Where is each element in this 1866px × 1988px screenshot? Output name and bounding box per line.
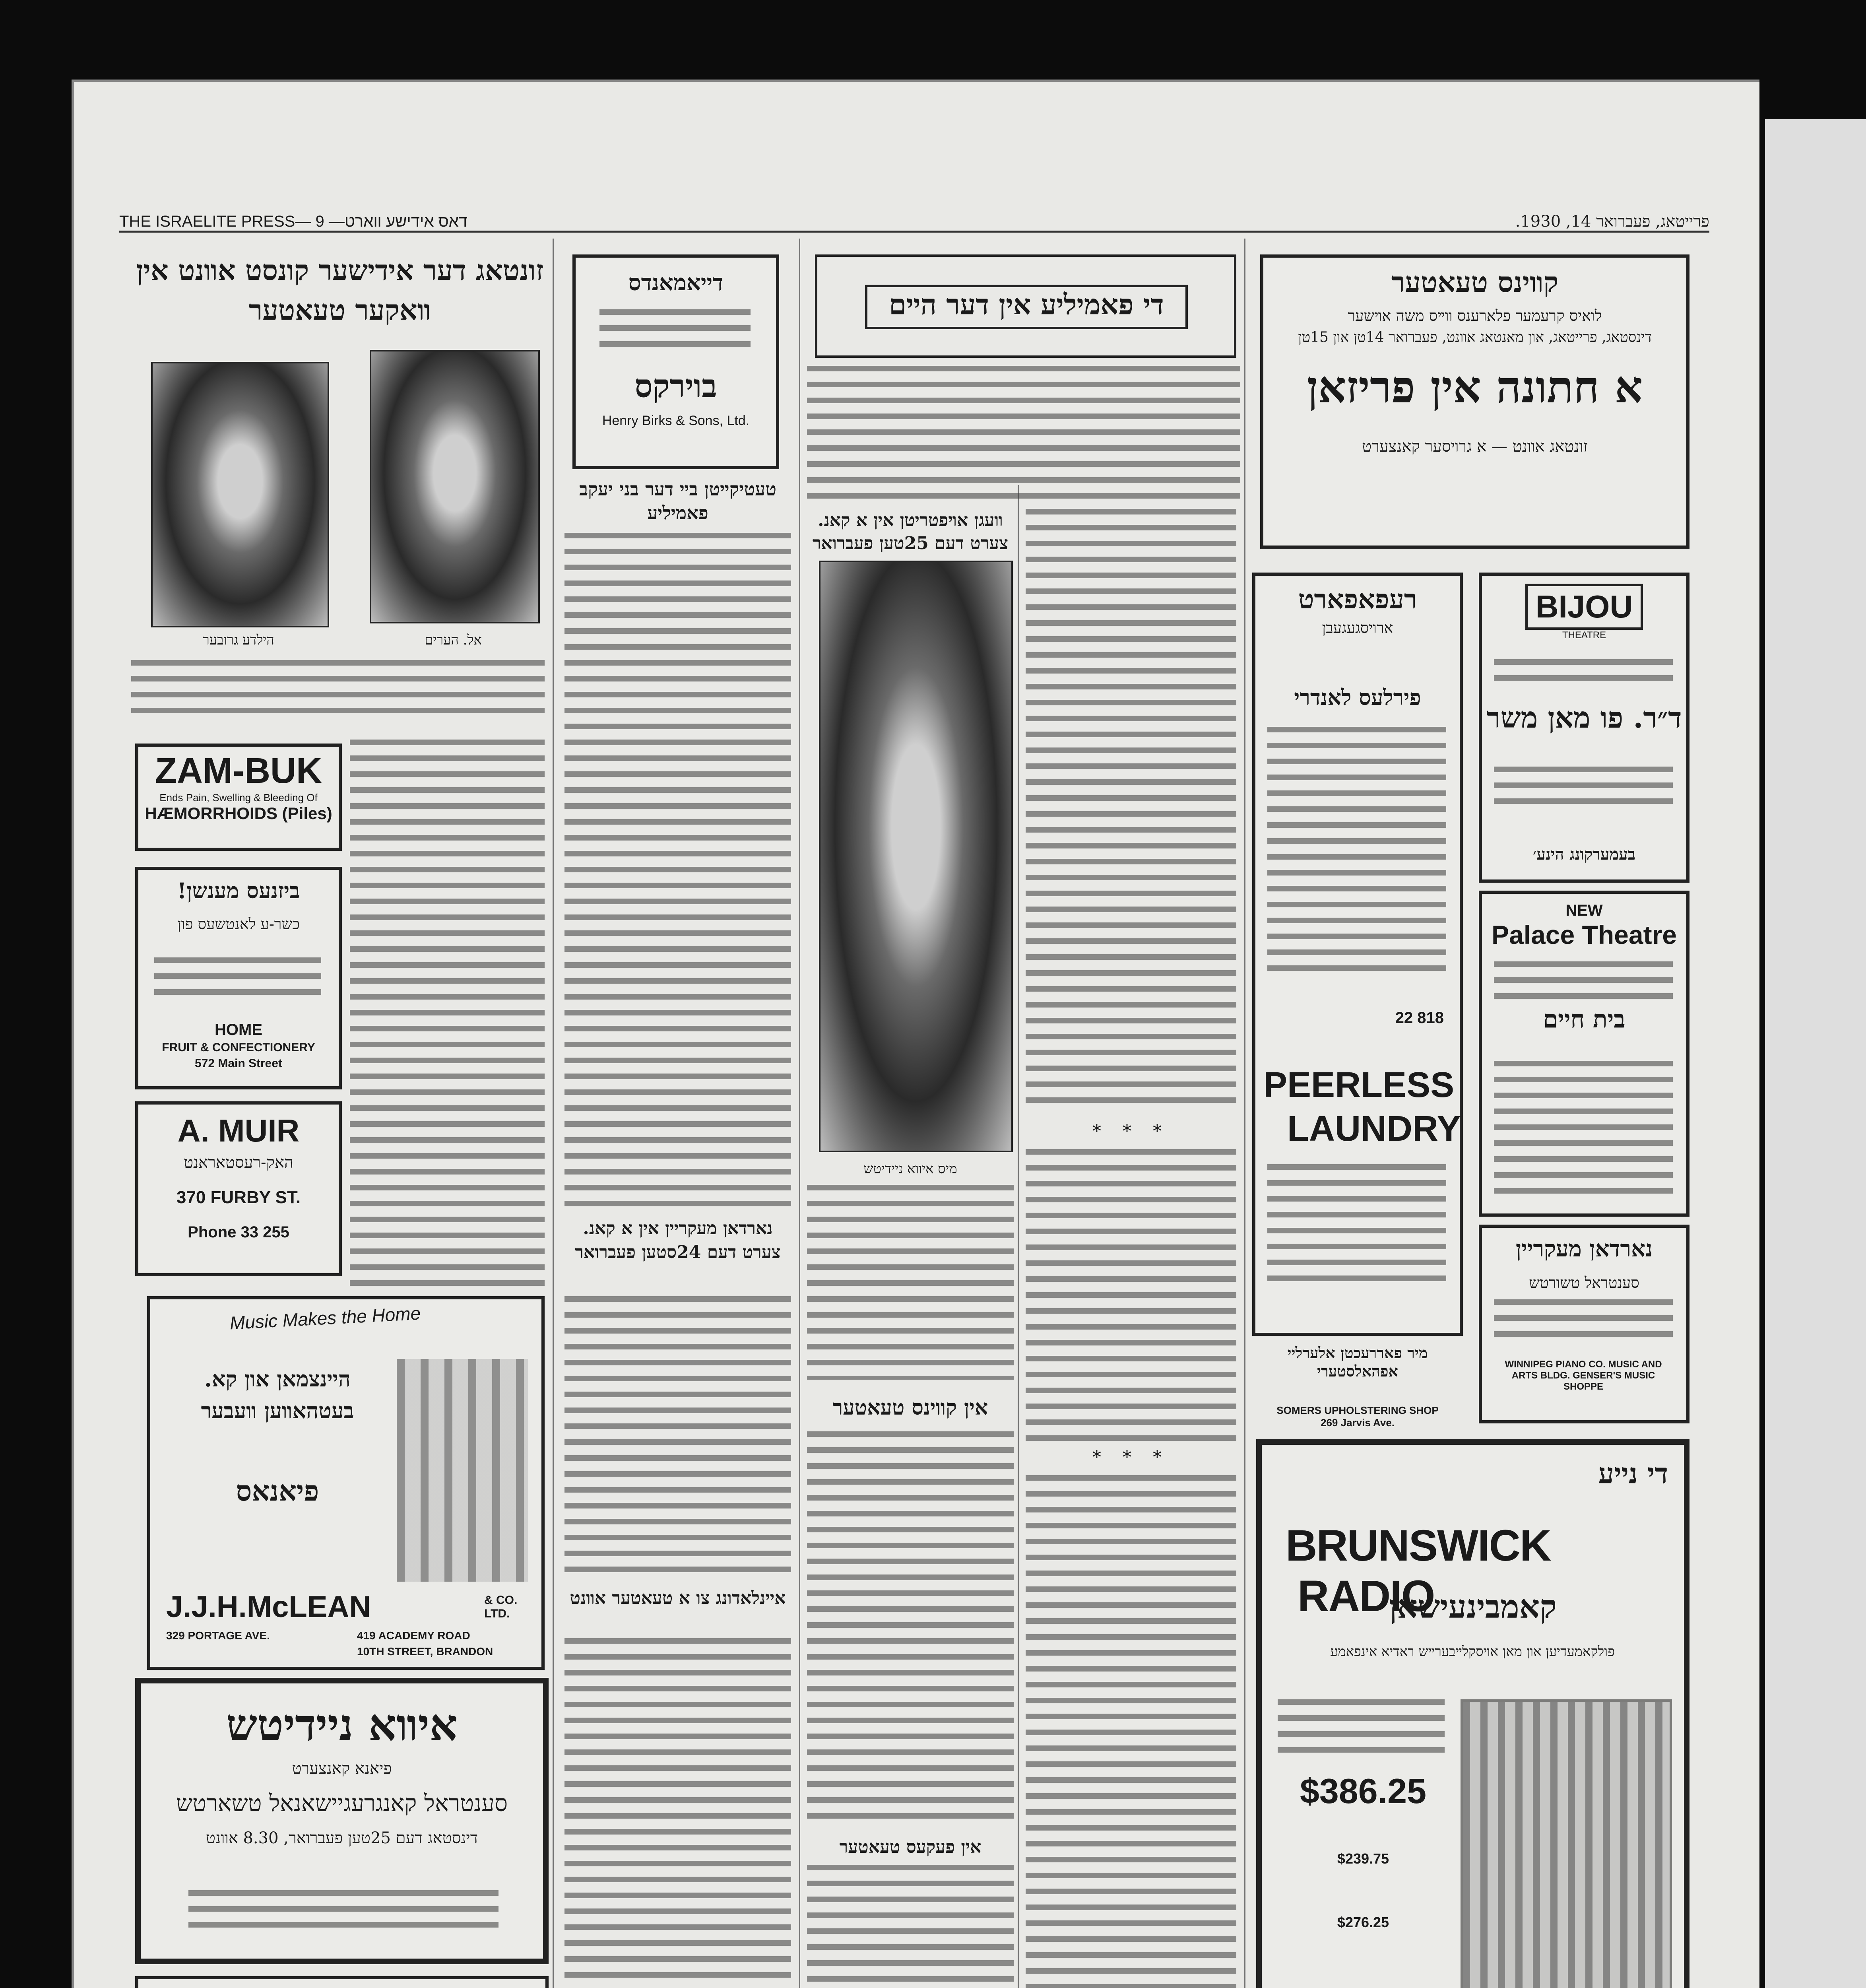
masthead-date: פרייטאג, פעברואר 14, 1930. (1515, 212, 1709, 231)
brunswick-price3: $276.25 (1337, 1914, 1389, 1930)
brunswick-sub: פולקאמעדיען און מאן אױסקלײבערײש ראדיא אינפאמע (1330, 1644, 1615, 1660)
queens-note: זונטאג אװנט — א גרױסער קאנצערט (1362, 437, 1588, 456)
home-fruit-sub: FRUIT & CONFECTIONERY (162, 1041, 315, 1054)
headline-yiddish-art-evening: זונטאג דער אידישער קונסט אװנט אין װאקער טעאטער (136, 254, 544, 326)
palace-new: NEW (1565, 902, 1603, 919)
home-fruit-line: כשר-ע לאנטשעס פון (177, 915, 300, 933)
ewa-concert-ad (135, 1678, 549, 1964)
article-text (807, 1185, 1014, 1380)
zambuk-cond: HÆMORRHOIDS (Piles) (145, 804, 332, 823)
radio-cabinet-illustration (1461, 1699, 1672, 1988)
muir-ad (135, 1101, 342, 1276)
brunswick-price2: $239.75 (1337, 1850, 1389, 1867)
ad-text (1494, 767, 1673, 814)
article-text (564, 533, 791, 1213)
mclean-addr3: 10TH STREET, BRANDON (357, 1645, 493, 1658)
caption-ewa: מיס איװא ניידיטש (863, 1161, 957, 1177)
brunswick-heb-top: די נייע (1598, 1457, 1668, 1490)
portrait-photo-harris (370, 350, 540, 623)
column-rule (553, 239, 554, 1988)
mclean-co: & CO. LTD. (484, 1594, 518, 1620)
nordan-title: נארדאן מעקריין (1515, 1236, 1653, 1262)
article-text (807, 1431, 1014, 1825)
somers-addr: 269 Jarvis Ave. (1321, 1417, 1395, 1429)
somers-name: SOMERS UPHOLSTERING SHOP (1276, 1404, 1439, 1416)
article-text (131, 660, 545, 720)
caption-hilde: הילדע גרובער (203, 632, 274, 648)
brunswick-price: $386.25 (1300, 1771, 1427, 1811)
masthead-left: THE ISRAELITE PRESS— 9 —דאס אידישע װארט (119, 213, 468, 230)
mclean-motto: Music Makes the Home (229, 1303, 421, 1334)
mclean-pianos: פיאנאס (236, 1474, 319, 1507)
headline-ewa-concert: װעגן אױפטריטן אין א קאנ. צערט דעם 25טען פעברואר (812, 510, 1009, 553)
muir-phone: Phone 33 255 (188, 1223, 289, 1241)
home-fruit-title: ביזנעס מענשן! (177, 878, 300, 903)
article-text (807, 1865, 1014, 1988)
rapoport-phone: 22 818 (1395, 1009, 1444, 1027)
queens-title: קװינס טעאטער (1391, 266, 1559, 299)
mclean-addr2: 419 ACADEMY ROAD (357, 1629, 470, 1642)
somers-upholstering-ad (1252, 1344, 1689, 1429)
banner-title: די פאמיליע אין דער הײם (889, 288, 1164, 321)
peerless-name1: PEERLESS (1263, 1065, 1455, 1105)
ad-text (599, 309, 751, 357)
brunswick-radio-ad (1256, 1439, 1689, 1988)
birks-name: Henry Birks & Sons, Ltd. (602, 413, 750, 428)
article-text (1026, 1149, 1236, 1443)
rapoport-laundry-ad (1252, 573, 1463, 1336)
queens-theatre-ad (1260, 254, 1689, 549)
bijou-note: בעמערקונג הינע׳ (1532, 845, 1636, 864)
palace-theatre-ad (1479, 891, 1689, 1217)
article-text (1026, 509, 1236, 1113)
ad-text (1267, 727, 1446, 981)
birks-top: דייאמאנדס (628, 270, 724, 296)
home-fruit-name: HOME (215, 1021, 262, 1039)
birks-ad (572, 254, 779, 469)
adjacent-page-edge (1765, 119, 1866, 1988)
article-text (350, 740, 545, 1296)
brunswick-heb: קאמבינעישאן (1389, 1588, 1557, 1625)
column-rule (1244, 239, 1245, 1988)
queens-play: א חתונה אין פריזאן (1307, 361, 1643, 413)
bijou-theatre-ad (1479, 573, 1689, 883)
bijou-play: ד״ר. פו מאן משר (1486, 701, 1682, 734)
portrait-photo-hilde (151, 362, 329, 627)
section-separator: * * * (1092, 1447, 1170, 1468)
column-rule (1018, 485, 1019, 1988)
caption-harris: אל. הערים (425, 632, 482, 648)
mclean-addr1: 329 PORTAGE AVE. (166, 1629, 270, 1642)
bijou-sub: THEATRE (1562, 630, 1606, 641)
ad-text (1494, 1299, 1673, 1347)
article-text (564, 1638, 791, 1988)
mclean-pianos-ad (147, 1296, 545, 1670)
column-rule (799, 239, 800, 1988)
bijou-name: BIJOU (1525, 584, 1643, 630)
ewa-date: דינסטאג דעם 25טען פעברואר, 8.30 אװנט (206, 1829, 478, 1847)
nordan-org: WINNIPEG PIANO CO. MUSIC AND ARTS BLDG. GENSER'S MUSIC SHOPPE (1505, 1359, 1662, 1392)
brunswick-name2: RADIO (1298, 1572, 1435, 1621)
ad-text (1494, 961, 1673, 1001)
ad-text (1494, 659, 1673, 691)
queens-cast: לואיס קרעמער פלארענס װײס משה אױשער (1348, 307, 1602, 324)
rapoport-sub: ארויסגעגעבן (1322, 619, 1393, 637)
ad-text (188, 1890, 499, 1938)
rapoport-film: פירלעס לאנדרי (1294, 685, 1421, 710)
piano-illustration (397, 1359, 528, 1582)
home-fruit-ad (135, 867, 342, 1089)
birks-heb: בוירקס (634, 367, 717, 405)
mclean-brands: היינצמאן און קא. בעטהאװען װעבער (201, 1366, 354, 1423)
zambuk-sub: Ends Pain, Swelling & Bleeding Of (159, 792, 318, 804)
nordan-sub: סענטראל טשורטש (1529, 1274, 1639, 1291)
family-banner (815, 254, 1236, 358)
article-text (564, 1296, 791, 1574)
muir-addr: 370 FURBY ST. (176, 1188, 301, 1207)
mclean-name: J.J.H.McLEAN (166, 1590, 371, 1624)
section-separator: * * * (1092, 1121, 1170, 1142)
palace-name: Palace Theatre (1492, 920, 1677, 949)
zambuk-ad (135, 744, 342, 851)
palace-play: בית חיים (1543, 1006, 1625, 1033)
masthead (119, 211, 1709, 233)
headline-nordan-concert: נארדאן מעקריין אין א קאנ. צערט דעם 24סטען פעברואר (575, 1218, 781, 1262)
brunswick-name1: BRUNSWICK (1286, 1521, 1551, 1570)
peerless-name2: LAUNDRY (1287, 1109, 1461, 1149)
headline-theatre-invite: איינלאדונג צו א טעאטער אװנט (570, 1588, 786, 1608)
article-text (1026, 1475, 1236, 1988)
queens-dates: דינסטאג, פרייטאג, און מאנטאג אװנט, פעברואר 14טן און 15טן (1298, 329, 1652, 346)
ad-text (1267, 1164, 1446, 1291)
home-fruit-addr: 572 Main Street (194, 1057, 283, 1070)
headline-pekes: אין פעקעס טעאטער (839, 1837, 981, 1857)
ewa-sub: פיאנא קאנצערט (292, 1759, 392, 1778)
ewa-title: איװא ניידיטש (226, 1699, 458, 1751)
gillies-furniture-ad (135, 1976, 549, 1988)
ad-text (1278, 1699, 1445, 1755)
muir-sub: האק-רעסטאראנט (184, 1153, 293, 1172)
zambuk-title: ZAM-BUK (155, 751, 322, 791)
portrait-photo-ewa (819, 561, 1013, 1152)
article-text (807, 366, 1240, 501)
ad-text (1494, 1061, 1673, 1196)
muir-title: A. MUIR (177, 1113, 300, 1148)
rapoport-title: רעפאפארט (1298, 584, 1417, 615)
headline-bnei-yaakov: טעטיקײטן בײ דער בני יעקב פאמיליע (579, 478, 776, 524)
headline-queens: אין קװינס טעאטער (832, 1396, 988, 1420)
ad-text (154, 957, 321, 1005)
somers-heb: מיר פאררעכטן אלערליי אפהאלסטערי (1287, 1344, 1428, 1380)
ewa-hall: סענטראל קאנגרעגיישאנאל טשארטש (176, 1790, 508, 1817)
